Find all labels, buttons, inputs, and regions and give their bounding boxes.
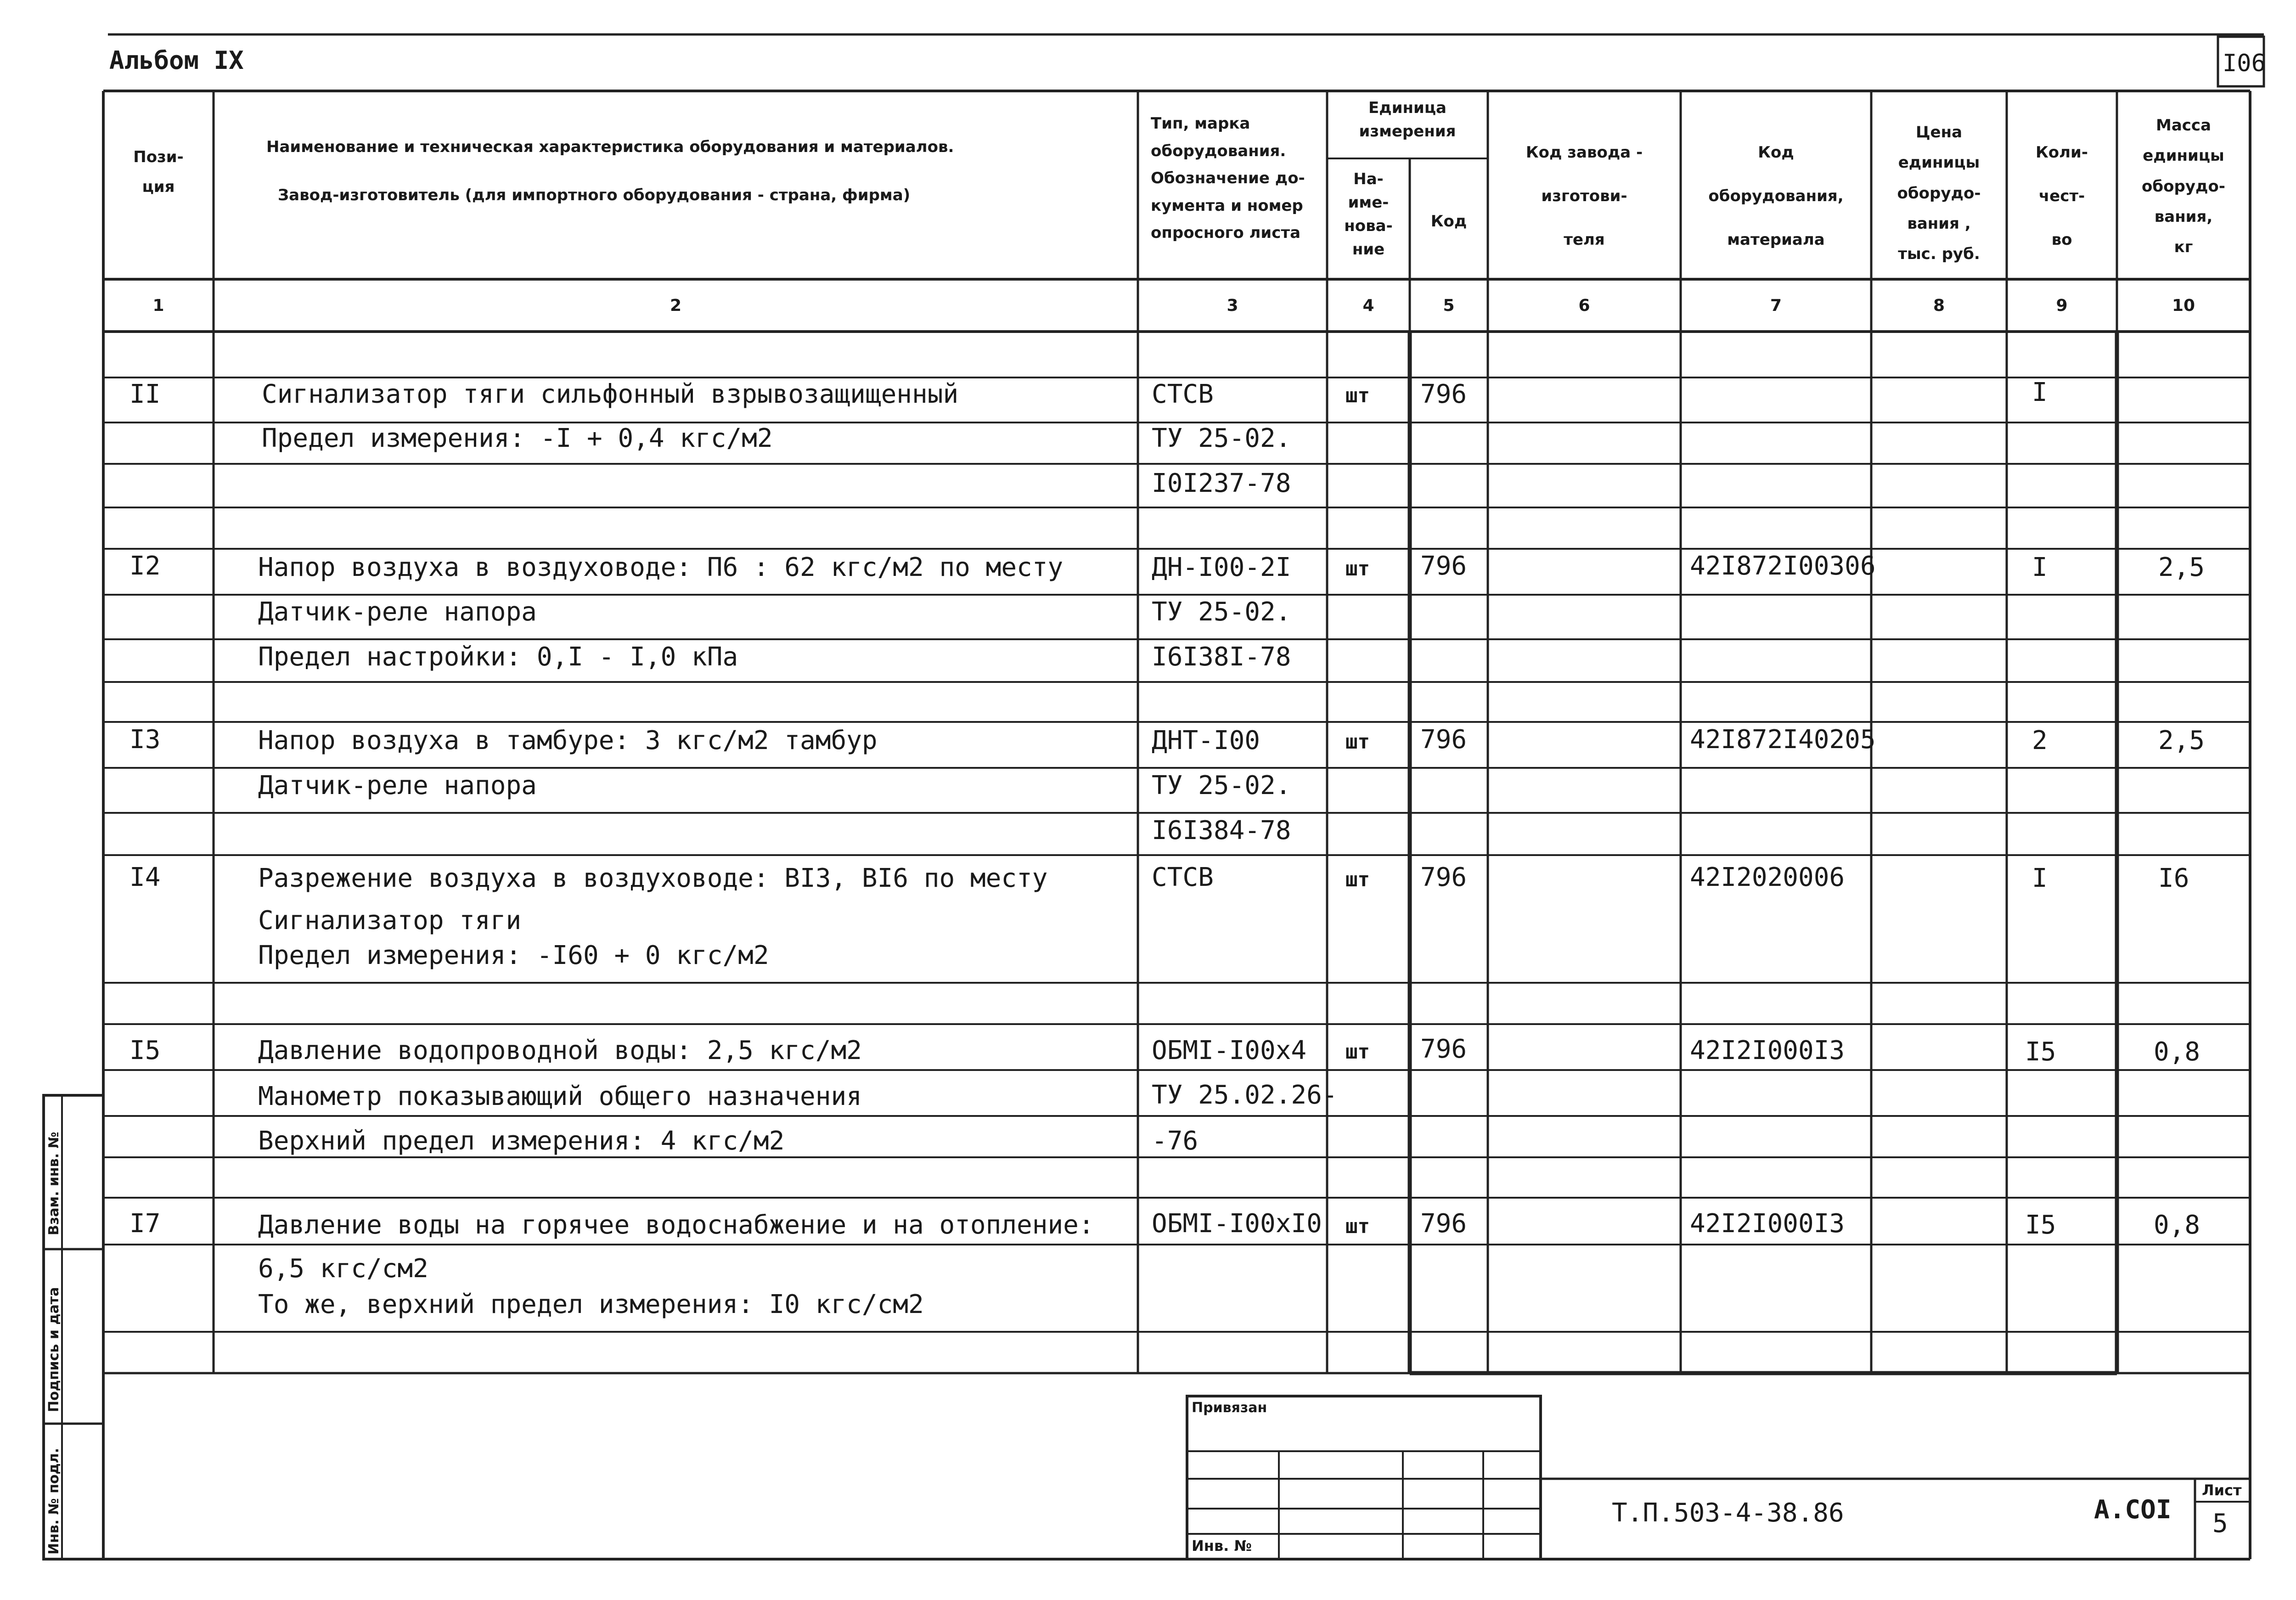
- cell-type: ТУ 25.02.26-: [1152, 1080, 1338, 1110]
- side-label-inv-podl: Инв. № подл.: [46, 1448, 62, 1555]
- sheet-label: Лист: [2202, 1482, 2242, 1499]
- column-number: 6: [1578, 296, 1590, 315]
- header-unit-code: Код: [1430, 212, 1467, 231]
- cell-description: Напор воздуха в воздуховоде: П6 : 62 кгс/м2 по месту: [258, 552, 1064, 582]
- header-type: Тип, марка оборудования. Обозначение до- кумента и номер опросного листа: [1151, 114, 1305, 242]
- cell-mass: 0,8: [2154, 1210, 2200, 1240]
- cell-description: Манометр показывающий общего назначения: [258, 1082, 862, 1111]
- cell-description: Предел настройки: 0,I - I,0 кПа: [258, 642, 738, 672]
- cell-type: СТСВ: [1152, 862, 1214, 892]
- cell-description: То же, верхний предел измерения: I0 кгс/см2: [258, 1290, 924, 1319]
- cell-type: ТУ 25-02.: [1152, 423, 1291, 453]
- cell-type: ДНТ-I00: [1152, 726, 1261, 755]
- header-equipment-code: Код оборудования, материала: [1708, 143, 1844, 249]
- cell-position: I4: [129, 862, 161, 892]
- cell-unit: шт: [1345, 557, 1370, 580]
- cell-type: -76: [1152, 1126, 1199, 1156]
- cell-unit-code: 796: [1420, 725, 1467, 755]
- cell-quantity: I5: [2025, 1037, 2056, 1067]
- cell-equipment-code: 42I2I000I3: [1690, 1036, 1845, 1065]
- cell-position: I3: [129, 725, 161, 755]
- cell-mass: 0,8: [2154, 1037, 2200, 1067]
- cell-mass: 2,5: [2158, 552, 2205, 582]
- column-number: 9: [2056, 296, 2068, 315]
- column-number: 5: [1443, 296, 1455, 315]
- cell-description: Предел измерения: -I60 + 0 кгс/м2: [258, 941, 769, 970]
- cell-unit-code: 796: [1420, 1034, 1467, 1064]
- cell-description: 6,5 кгс/см2: [258, 1254, 428, 1284]
- cell-type: СТСВ: [1152, 379, 1214, 409]
- cell-description: Напор воздуха в тамбуре: 3 кгс/м2 тамбур: [258, 726, 878, 755]
- cell-description: Давление водопроводной воды: 2,5 кгс/м2: [258, 1036, 862, 1065]
- cell-equipment-code: 42I2I000I3: [1690, 1209, 1845, 1239]
- cell-description: Предел измерения: -I + 0,4 кгс/м2: [262, 423, 773, 453]
- cell-mass: I6: [2158, 863, 2189, 893]
- cell-position: I5: [129, 1036, 161, 1065]
- cell-description: Разрежение воздуха в воздуховоде: BI3, BI6 по месту: [258, 863, 1048, 893]
- header-name-line1: Наименование и техническая характеристика оборудования и материалов.: [266, 138, 954, 156]
- header-name-line2: Завод-изготовитель (для импортного оборудования - страна, фирма): [278, 186, 911, 204]
- cell-type: ТУ 25-02.: [1152, 597, 1291, 627]
- cell-unit-code: 796: [1420, 379, 1467, 409]
- header-unit-name: На- име- нова- ние: [1344, 170, 1393, 259]
- cell-type: ТУ 25-02.: [1152, 771, 1291, 800]
- stamp-privyazan: Привязан: [1192, 1400, 1267, 1416]
- cell-unit: шт: [1345, 384, 1370, 407]
- cell-quantity: I: [2032, 377, 2048, 407]
- cell-equipment-code: 42I2020006: [1690, 862, 1845, 892]
- cell-type: I6I384-78: [1152, 816, 1291, 845]
- header-position: Пози- ция: [133, 148, 184, 196]
- cell-description: Датчик-реле напора: [258, 771, 537, 800]
- cell-quantity: I5: [2025, 1210, 2056, 1240]
- column-number: 10: [2172, 296, 2195, 315]
- cell-equipment-code: 42I872I00306: [1690, 551, 1876, 581]
- cell-description: Верхний предел измерения: 4 кгс/м2: [258, 1126, 785, 1156]
- cell-mass: 2,5: [2158, 726, 2205, 755]
- cell-position: II: [129, 379, 161, 409]
- cell-description: Сигнализатор тяги сильфонный взрывозащищенный: [262, 379, 959, 409]
- page-number: I06: [2223, 50, 2266, 77]
- cell-description: Давление воды на горячее водоснабжение и на отопление:: [258, 1210, 1094, 1240]
- header-mass: Масса единицы оборудо- вания, кг: [2142, 116, 2225, 257]
- side-label-podpis-data: Подпись и дата: [46, 1287, 62, 1412]
- album-title: Альбом IX: [109, 46, 244, 75]
- section-code: А.COI: [2094, 1495, 2172, 1525]
- cell-unit: шт: [1345, 868, 1370, 891]
- cell-description: Датчик-реле напора: [258, 597, 537, 627]
- cell-description: Сигнализатор тяги: [258, 906, 522, 935]
- cell-type: ДН-I00-2I: [1152, 552, 1291, 582]
- cell-type: ОБМI-I00x4: [1152, 1036, 1307, 1065]
- column-number: 2: [670, 296, 682, 315]
- cell-unit: шт: [1345, 1215, 1370, 1238]
- cell-unit-code: 796: [1420, 862, 1467, 892]
- cell-position: I2: [129, 551, 161, 581]
- document-code: Т.П.503-4-38.86: [1612, 1498, 1844, 1528]
- cell-unit-code: 796: [1420, 1209, 1467, 1239]
- cell-type: ОБМI-I00xI0: [1152, 1209, 1322, 1239]
- sheet-number: 5: [2212, 1509, 2228, 1538]
- header-manufacturer-code: Код завода - изготови- теля: [1525, 143, 1643, 249]
- header-quantity: Коли- чест- во: [2036, 143, 2088, 249]
- cell-unit: шт: [1345, 1040, 1370, 1064]
- cell-quantity: I: [2032, 863, 2048, 893]
- cell-position: I7: [129, 1209, 161, 1239]
- stamp-inv-no: Инв. №: [1192, 1537, 1252, 1555]
- cell-unit-code: 796: [1420, 551, 1467, 581]
- cell-quantity: I: [2032, 552, 2048, 582]
- column-number: 7: [1770, 296, 1782, 315]
- cell-equipment-code: 42I872I40205: [1690, 725, 1876, 755]
- cell-quantity: 2: [2032, 726, 2048, 755]
- column-number: 3: [1227, 296, 1238, 315]
- cell-unit: шт: [1345, 730, 1370, 754]
- column-number: 4: [1362, 296, 1374, 315]
- column-number: 8: [1933, 296, 1945, 315]
- header-unit-group: Единица измерения: [1359, 99, 1456, 141]
- cell-type: I6I38I-78: [1152, 642, 1291, 672]
- side-label-vzam-inv: Взам. инв. №: [46, 1132, 62, 1235]
- column-number: 1: [152, 296, 164, 315]
- header-price: Цена единицы оборудо- вания , тыс. руб.: [1897, 123, 1981, 264]
- cell-type: I0I237-78: [1152, 468, 1291, 498]
